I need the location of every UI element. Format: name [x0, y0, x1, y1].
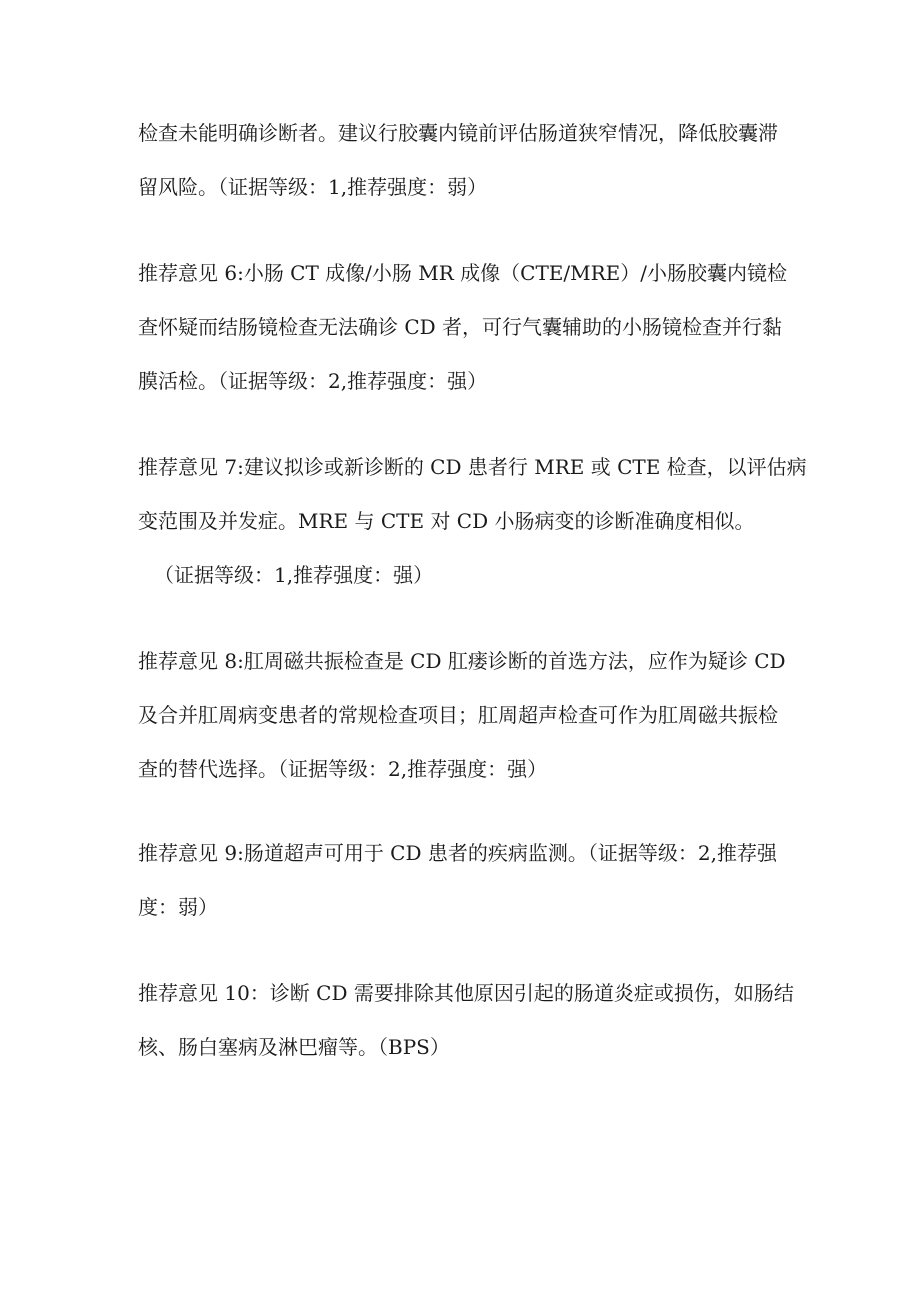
recommendation-9: [138, 826, 788, 934]
paragraph-line: （证据等级：1,推荐强度：强）: [154, 563, 434, 587]
paragraph-line: 度：弱）: [138, 895, 218, 919]
recommendation-6: [138, 246, 788, 408]
paragraph-line: 推荐意见 6:小肠 CT 成像/小肠 MR 成像（CTE/MRE）/小肠胶囊内镜检: [138, 261, 788, 285]
paragraph-line: 变范围及并发症。MRE 与 CTE 对 CD 小肠病变的诊断准确度相似。: [138, 509, 755, 533]
paragraph-line: 推荐意见 9:肠道超声可用于 CD 患者的疾病监测。（证据等级：2,推荐强: [138, 841, 777, 865]
paragraph-line: 推荐意见 8:肛周磁共振检查是 CD 肛瘘诊断的首选方法，应作为疑诊 CD: [138, 649, 786, 673]
paragraph-line: 留风险。（证据等级：1,推荐强度：弱）: [138, 175, 488, 199]
recommendation-10: [138, 966, 794, 1074]
paragraph-line: 检查未能明确诊断者。建议行胶囊内镜前评估肠道狭窄情况，降低胶囊滞: [138, 121, 778, 145]
recommendation-7: [138, 440, 807, 602]
recommendation-8: [138, 634, 788, 796]
paragraph-line: 核、肠白塞病及淋巴瘤等。（BPS）: [138, 1035, 450, 1059]
paragraph-line: 查的替代选择。（证据等级：2,推荐强度：强）: [138, 757, 548, 781]
paragraph-line: 膜活检。（证据等级：2,推荐强度：强）: [138, 369, 488, 393]
paragraph-line: 及合并肛周病变患者的常规检查项目；肛周超声检查可作为肛周磁共振检: [138, 703, 778, 727]
paragraph-line: 查怀疑而结肠镜检查无法确诊 CD 者，可行气囊辅助的小肠镜检查并行黏: [138, 315, 783, 339]
paragraph-1: [138, 106, 788, 214]
paragraph-line: 推荐意见 7:建议拟诊或新诊断的 CD 患者行 MRE 或 CTE 检查，以评估病: [138, 455, 807, 479]
paragraph-line: 推荐意见 10：诊断 CD 需要排除其他原因引起的肠道炎症或损伤，如肠结: [138, 981, 794, 1005]
